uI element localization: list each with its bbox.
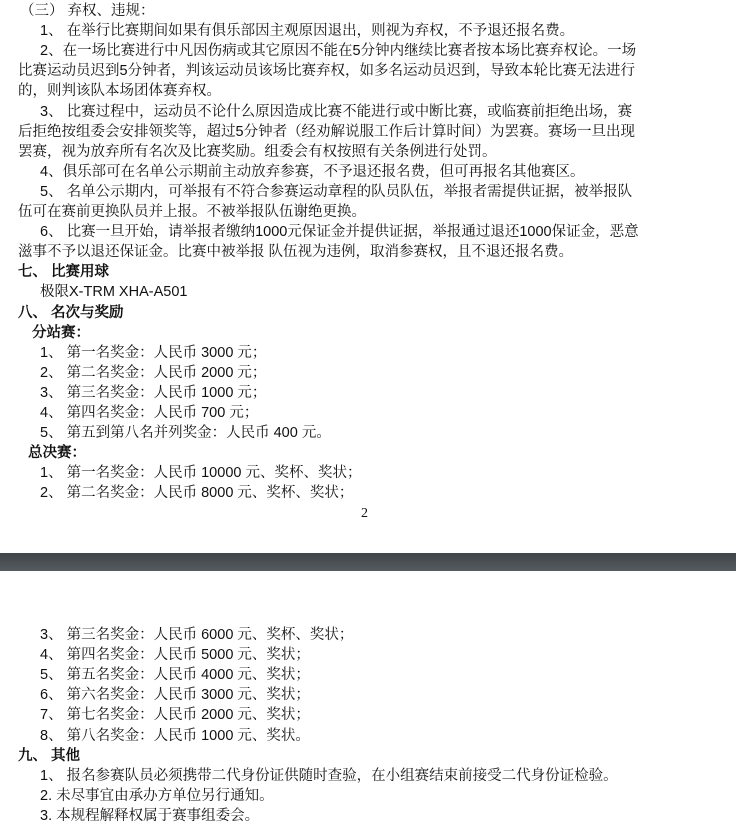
section-heading: 九、 其他 <box>18 747 81 764</box>
text-line: 2、 第二名奖金：人民币 2000 元； <box>40 364 267 381</box>
text-line: 极限X-TRM XHA-A501 <box>40 284 188 301</box>
text-line: 3、 第三名奖金：人民币 1000 元； <box>40 384 267 401</box>
text-line: 8、 第八名奖金：人民币 1000 元、奖状。 <box>40 727 310 744</box>
text-line: （三） 弃权、违规： <box>20 3 155 19</box>
text-line: 4、 第四名奖金：人民币 700 元； <box>40 405 259 421</box>
text-line: 7、 第七名奖金：人民币 2000 元、奖状； <box>40 707 310 724</box>
text-line: 滋事不予以退还保证金。比赛中被举报 队伍视为违例，取消参赛权，且不退还报名费。 <box>18 244 574 261</box>
text-line: 2. 未尽事宜由承办方单位另行通知。 <box>40 787 274 804</box>
section-heading: 八、 名次与奖励 <box>18 304 124 321</box>
text-line: 的，则判该队本场团体赛弃权。 <box>18 83 221 100</box>
text-line: 伍可在赛前更换队员并上报。不被举报队伍谢绝更换。 <box>18 204 366 220</box>
text-line: 6、 第六名奖金：人民币 3000 元、奖状； <box>40 687 310 704</box>
text-line: 1、 第一名奖金：人民币 3000 元； <box>40 344 267 361</box>
text-line: 比赛运动员迟到5分钟者，判该运动员该场比赛弃权，如多名运动员迟到，导致本轮比赛无法进行 <box>18 63 636 80</box>
text-line: 1、 在举行比赛期间如果有俱乐部因主观原因退出，则视为弃权，不予退还报名费。 <box>40 23 575 40</box>
section-heading: 分站赛： <box>32 324 90 341</box>
text-line: 2、 第二名奖金：人民币 8000 元、奖杯、奖状； <box>40 485 354 502</box>
text-line: 4、俱乐部可在名单公示期前主动放弃参赛，不予退还报名费，但可再报名其他赛区。 <box>40 163 585 180</box>
text-line: 1、 报名参赛队员必须携带二代身份证供随时查验，在小组赛结束前接受二代身份证检验。 <box>40 767 618 784</box>
text-line: 6、 比赛一旦开始，请举报者缴纳1000元保证金并提供证据，举报通过退还1000保证金，恶意 <box>40 224 639 241</box>
text-line: 罢赛，视为放弃所有名次及比赛奖励。组委会有权按照有关条例进行处罚。 <box>18 143 497 160</box>
text-line: 5、 第五名奖金：人民币 4000 元、奖状； <box>40 667 310 684</box>
text-line: 5、 第五到第八名并列奖金：人民币 400 元。 <box>40 425 331 442</box>
text-line: 1、 第一名奖金：人民币 10000 元、奖杯、奖状； <box>40 465 362 482</box>
text-line: 后拒绝按组委会安排领奖等，超过5分钟者（经劝解说服工作后计算时间）为罢赛。赛场一旦出现 <box>18 123 636 140</box>
text-line: 3、 比赛过程中，运动员不论什么原因造成比赛不能进行或中断比赛，或临赛前拒绝出场，赛 <box>40 103 633 120</box>
text-line: 3. 本规程解释权属于赛事组委会。 <box>40 807 260 824</box>
section-heading: 七、 比赛用球 <box>18 264 110 281</box>
section-heading: 总决赛： <box>28 445 86 462</box>
page-separator <box>0 553 736 571</box>
page-number: 2 <box>361 506 368 521</box>
text-line: 5、 名单公示期内，可举报有不符合参赛运动章程的队员队伍，举报者需提供证据，被举报队 <box>40 183 633 200</box>
text-line: 2、在一场比赛进行中凡因伤病或其它原因不能在5分钟内继续比赛者按本场比赛弃权论。一场 <box>40 43 637 60</box>
text-line: 4、 第四名奖金：人民币 5000 元、奖状； <box>40 647 310 664</box>
text-line: 3、 第三名奖金：人民币 6000 元、奖杯、奖状； <box>40 627 354 643</box>
